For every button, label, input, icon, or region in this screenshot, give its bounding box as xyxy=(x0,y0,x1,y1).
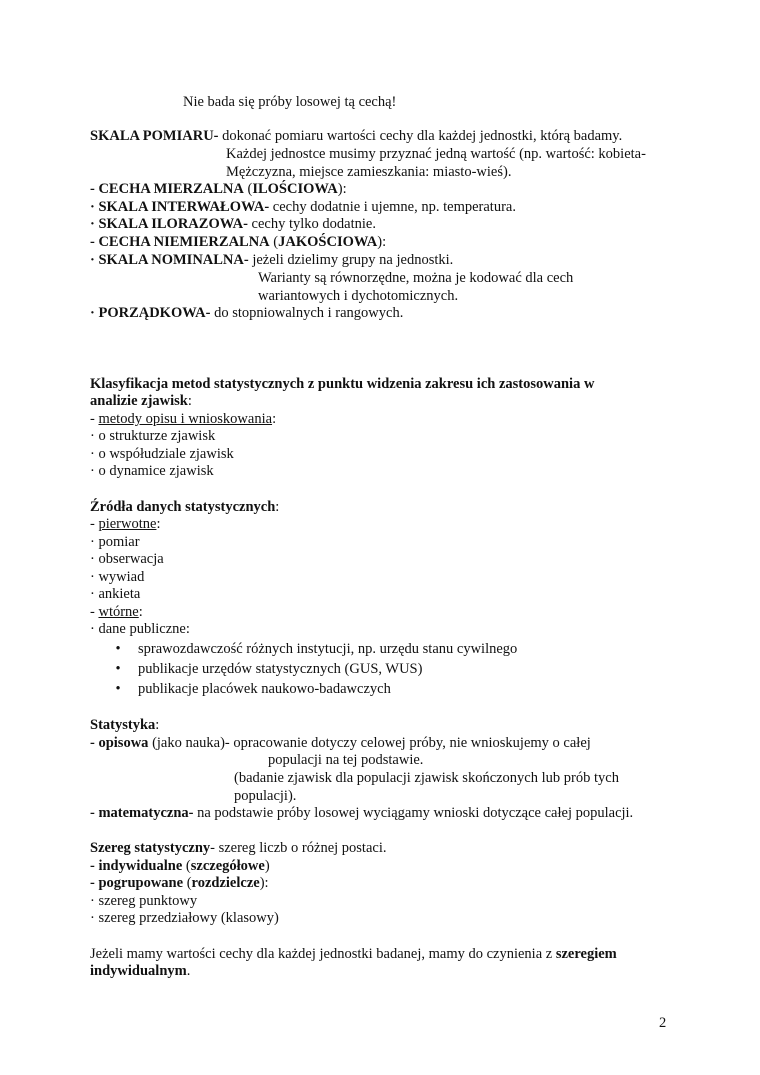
bullet-icon: • xyxy=(115,661,121,677)
skala-nominalna-label: · SKALA NOMINALNA- xyxy=(90,252,249,268)
porzadkowa-line xyxy=(90,304,403,322)
szczegolowe-label: szczegółowe xyxy=(190,858,265,874)
list-item: · o współudziale zjawisk xyxy=(90,446,234,462)
skala-pomiaru-line xyxy=(90,127,622,145)
cecha-niemierzalna-type: JAKOŚCIOWA xyxy=(278,234,378,250)
porzadkowa-label: · PORZĄDKOWA- xyxy=(90,305,211,321)
final-sentence-line2 xyxy=(90,962,190,980)
skala-ilorazowa-text: cechy tylko dodatnie. xyxy=(247,216,376,232)
zrodla-heading xyxy=(90,498,279,516)
indywidualne-label: - indywidualne xyxy=(90,858,183,874)
paren-open: ( xyxy=(243,181,253,197)
list-item xyxy=(112,660,422,678)
paren-open: ( xyxy=(183,875,192,891)
klasyfikacja-heading-end: analizie zjawisk xyxy=(90,393,188,409)
dash: - xyxy=(90,604,99,620)
dash: - xyxy=(90,735,99,751)
cecha-mierzalna-type: ILOŚCIOWA xyxy=(252,181,338,197)
rozdzielcze-label: rozdzielcze xyxy=(191,875,260,891)
indywidualne-line xyxy=(90,857,270,875)
cecha-mierzalna-label: - CECHA MIERZALNA xyxy=(90,181,244,197)
skala-interwalowa-label: · SKALA INTERWAŁOWA- xyxy=(90,199,270,215)
skala-pomiaru-cont1: Każdej jednostce musimy przyznać jedną wartość (np. wartość: kobieta- xyxy=(226,146,646,162)
metody-label: metody opisu i wnioskowania xyxy=(98,411,273,427)
final-bold: szeregiem xyxy=(555,946,617,962)
bullet-text: publikacje placówek naukowo-badawczych xyxy=(138,681,391,697)
list-item: · o strukturze zjawisk xyxy=(90,428,216,444)
colon: : xyxy=(187,393,192,409)
opisowa-cont1: populacji na tej podstawie. xyxy=(268,752,424,768)
zrodla-heading-text: Źródła danych statystycznych xyxy=(90,499,276,515)
klasyfikacja-heading-line2 xyxy=(90,392,192,410)
intro-sentence: Nie bada się próby losowej tą cechą! xyxy=(183,94,397,110)
opisowa-label: opisowa xyxy=(98,735,149,751)
final-text: Jeżeli mamy wartości cechy dla każdej jednostki badanej, mamy do czynienia z xyxy=(90,946,556,962)
bullet-icon: • xyxy=(115,641,121,657)
skala-pomiaru-text: dokonać pomiaru wartości cechy dla każdej jednostki, którą badamy. xyxy=(218,128,623,144)
list-item: · obserwacja xyxy=(90,551,164,567)
metody-line xyxy=(90,410,276,428)
cecha-mierzalna-line xyxy=(90,180,347,198)
pogrupowane-line xyxy=(90,874,269,892)
wtorne-label: wtórne xyxy=(98,604,139,620)
dane-publiczne-line: · dane publiczne: xyxy=(90,621,190,637)
paren-close: ) xyxy=(264,858,270,874)
final-sentence-line1 xyxy=(90,945,617,963)
szereg-heading-desc: - szereg liczb o różnej postaci. xyxy=(210,840,387,856)
final-bold: indywidualnym xyxy=(90,963,187,979)
szereg-heading-text: Szereg statystyczny xyxy=(90,840,211,856)
opisowa-cont3: populacji). xyxy=(234,788,297,804)
skala-pomiaru-cont2: Mężczyzna, miejsce zamieszkania: miasto-wieś). xyxy=(226,164,512,180)
dash: - xyxy=(90,411,99,427)
statystyka-heading-text: Statystyka xyxy=(90,717,156,733)
dash: - xyxy=(90,516,99,532)
skala-pomiaru-label: SKALA POMIARU- xyxy=(90,128,219,144)
statystyka-heading xyxy=(90,716,159,734)
skala-nominalna-line xyxy=(90,251,453,269)
matematyczna-line xyxy=(90,804,633,822)
szereg-heading xyxy=(90,839,386,857)
list-item: · o dynamice zjawisk xyxy=(90,463,214,479)
colon: : xyxy=(275,499,280,515)
skala-ilorazowa-line xyxy=(90,215,376,233)
list-item: · ankieta xyxy=(90,586,141,602)
klasyfikacja-heading-line1: Klasyfikacja metod statystycznych z punktu widzenia zakresu ich zastosowania w xyxy=(90,376,595,392)
paren-close: ): xyxy=(337,181,347,197)
paren-close: ): xyxy=(377,234,387,250)
page-number: 2 xyxy=(659,1015,667,1031)
skala-interwalowa-text: cechy dodatnie i ujemne, np. temperatura. xyxy=(269,199,516,215)
matematyczna-text: na podstawie próby losowej wyciągamy wnioski dotyczące całej populacji. xyxy=(193,805,634,821)
skala-ilorazowa-label: · SKALA ILORAZOWA- xyxy=(90,216,248,232)
bullet-icon: • xyxy=(115,681,121,697)
colon: : xyxy=(138,604,143,620)
porzadkowa-text: do stopniowalnych i rangowych. xyxy=(210,305,404,321)
bullet-text: sprawozdawczość różnych instytucji, np. urzędu stanu cywilnego xyxy=(138,641,518,657)
list-item: · szereg przedziałowy (klasowy) xyxy=(90,910,279,926)
opisowa-text: (jako nauka)- opracowanie dotyczy celowej próby, nie wnioskujemy o całej xyxy=(148,735,591,751)
matematyczna-label: matematyczna- xyxy=(98,805,194,821)
pogrupowane-label: - pogrupowane xyxy=(90,875,184,891)
list-item: · pomiar xyxy=(90,534,140,550)
bullet-text: publikacje urzędów statystycznych (GUS, WUS) xyxy=(138,661,423,677)
pierwotne-label: pierwotne xyxy=(98,516,157,532)
colon: : xyxy=(156,516,161,532)
list-item: · szereg punktowy xyxy=(90,893,198,909)
colon: : xyxy=(272,411,277,427)
list-item xyxy=(112,680,391,698)
paren-open: ( xyxy=(182,858,191,874)
skala-nominalna-cont1: Warianty są równorzędne, można je kodować dla cech xyxy=(258,270,574,286)
cecha-niemierzalna-label: - CECHA NIEMIERZALNA xyxy=(90,234,270,250)
wtorne-line xyxy=(90,603,143,621)
colon: : xyxy=(155,717,160,733)
list-item: · wywiad xyxy=(90,569,145,585)
skala-nominalna-cont2: wariantowych i dychotomicznych. xyxy=(258,288,459,304)
opisowa-cont2: (badanie zjawisk dla populacji zjawisk skończonych lub prób tych xyxy=(234,770,619,786)
paren-close: ): xyxy=(259,875,269,891)
pierwotne-line xyxy=(90,515,160,533)
period: . xyxy=(186,963,191,979)
dash: - xyxy=(90,805,99,821)
list-item xyxy=(112,640,517,658)
skala-interwalowa-line xyxy=(90,198,516,216)
opisowa-line xyxy=(90,734,591,752)
cecha-niemierzalna-line xyxy=(90,233,386,251)
skala-nominalna-text: jeżeli dzielimy grupy na jednostki. xyxy=(248,252,454,268)
paren-open: ( xyxy=(269,234,279,250)
